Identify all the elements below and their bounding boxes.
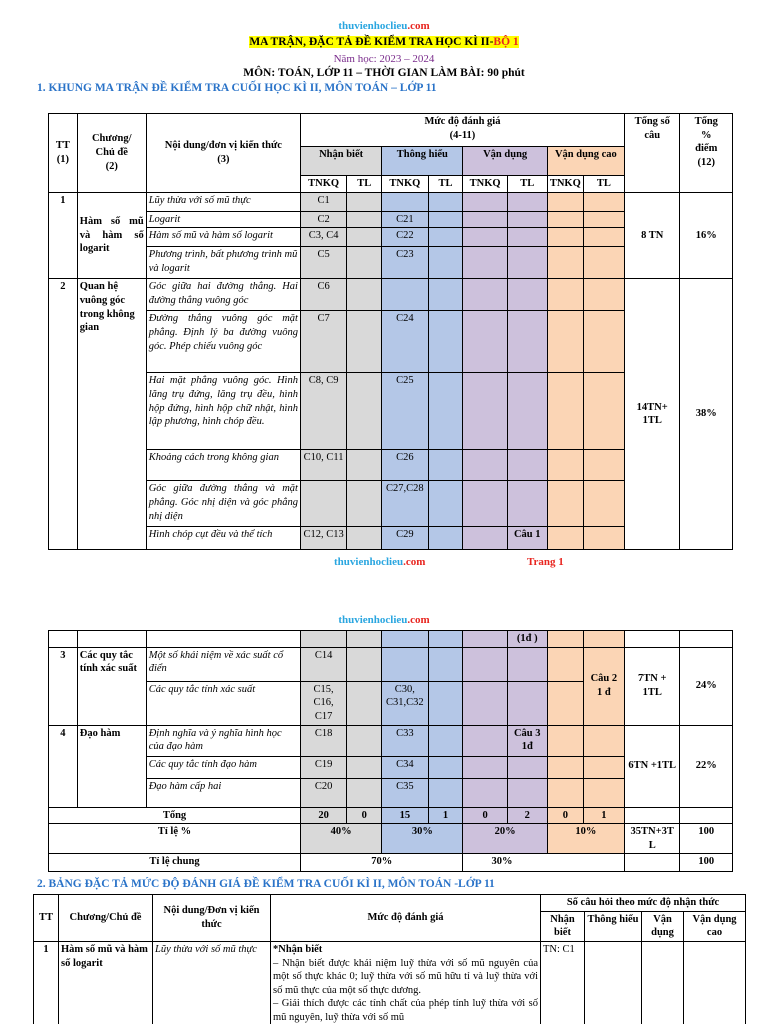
- th-tnkq-cell: C21: [382, 211, 428, 228]
- sub-tnkq: TNKQ: [382, 176, 428, 193]
- th-tnkq-cell: C34: [382, 756, 428, 778]
- th-tnkq-cell: C26: [382, 450, 428, 481]
- site-watermark-top: thuvienhoclieu.com: [338, 20, 430, 32]
- spec-head-nb: Nhận biết: [541, 911, 585, 941]
- sub-tl: TL: [428, 176, 463, 193]
- head-nhan-biet: Nhận biết: [300, 147, 381, 176]
- overall-ratio-total: 100: [680, 854, 733, 872]
- vdc-tl-cell: Câu 2 1 đ: [583, 647, 624, 725]
- nb-tnkq-cell: C14: [300, 647, 346, 681]
- chapter-name: Quan hệ vuông góc trong không gian: [77, 279, 146, 550]
- sub-tnkq: TNKQ: [547, 176, 583, 193]
- ratio-th: 30%: [382, 824, 463, 854]
- total-questions-cell: 6TN +1TL: [624, 725, 680, 807]
- content-cell: Góc giữa hai đường thẳng. Hai đường thẳng vuông góc: [146, 279, 300, 311]
- th-tnkq-cell: [382, 279, 428, 311]
- content-cell: Hình chóp cụt đều và thể tích: [146, 527, 300, 550]
- chapter-number: 3: [49, 647, 78, 725]
- content-cell: Một số khái niệm về xác suất cổ điển: [146, 647, 300, 681]
- total-th-tl: 1: [428, 807, 463, 824]
- th-tnkq-cell: C22: [382, 228, 428, 247]
- th-tnkq-cell: [382, 647, 428, 681]
- total-vdc-tl: 1: [583, 807, 624, 824]
- vd-tl-carry: (1đ ): [507, 631, 547, 648]
- nb-tnkq-cell: C15, C16, C17: [300, 681, 346, 725]
- head-thong-hieu: Thông hiểu: [382, 147, 463, 176]
- footer-watermark: thuvienhoclieu.com: [334, 556, 426, 568]
- head-van-dung-cao: Vận dụng cao: [547, 147, 624, 176]
- chapter-number: 2: [49, 279, 78, 550]
- content-cell: Các quy tắc tính xác suất: [146, 681, 300, 725]
- chapter-name: Các quy tắc tính xác suất: [77, 647, 146, 725]
- total-nb-tl: 0: [347, 807, 382, 824]
- content-cell: Phương trình, bất phương trình mũ và logarit: [146, 247, 300, 279]
- ratio-nb: 40%: [300, 824, 381, 854]
- overall-ratio-label: Tỉ lệ chung: [49, 854, 301, 872]
- sub-tnkq: TNKQ: [300, 176, 346, 193]
- spec-head-question-count: Số câu hỏi theo mức độ nhận thức: [541, 895, 746, 912]
- section-1-heading: 1. KHUNG MA TRẬN ĐỀ KIỂM TRA CUỐI HỌC KÌ II, MÔN TOÁN – LỚP 11: [37, 82, 437, 94]
- spec-head-vd: Vận dụng: [642, 911, 684, 941]
- total-questions-cell: 14TN+ 1TL: [624, 279, 680, 550]
- content-cell: Định nghĩa và ý nghĩa hình học của đạo hàm: [146, 725, 300, 756]
- vd-tl-cell: Câu 3 1đ: [507, 725, 547, 756]
- head-total-questions: Tổng số câu: [624, 114, 680, 193]
- spec-row-content: Lũy thừa với số mũ thực: [153, 941, 271, 1024]
- nb-tnkq-cell: [300, 481, 346, 527]
- content-cell: Hai mặt phẳng vuông góc. Hình lăng trụ đứng, lăng trụ đều, hình hộp đứng, hình hộp chữ nhật, hình lập phương, hình chóp đều.: [146, 373, 300, 450]
- nb-tnkq-cell: C2: [300, 211, 346, 228]
- nb-tnkq-cell: C19: [300, 756, 346, 778]
- spec-row-tt: 1: [34, 941, 59, 1024]
- overall-ratio-a: 70%: [300, 854, 463, 872]
- th-tnkq-cell: C35: [382, 778, 428, 807]
- total-row-label: Tổng: [49, 807, 301, 824]
- total-vd-tl: 2: [507, 807, 547, 824]
- matrix-table-page2: [48, 630, 733, 872]
- page-number: Trang 1: [527, 556, 564, 568]
- spec-table: [33, 894, 746, 1024]
- total-vdc-tnkq: 0: [547, 807, 583, 824]
- chapter-number: 4: [49, 725, 78, 807]
- total-th-tnkq: 15: [382, 807, 428, 824]
- nb-tnkq-cell: C6: [300, 279, 346, 311]
- ratio-row-label: Tỉ lệ %: [49, 824, 301, 854]
- total-questions-cell: 8 TN: [624, 192, 680, 279]
- nb-tnkq-cell: C20: [300, 778, 346, 807]
- content-cell: Các quy tắc tính đạo hàm: [146, 756, 300, 778]
- content-cell: Hàm số mũ và hàm số logarit: [146, 228, 300, 247]
- head-total-score: Tổng % điểm (12): [680, 114, 733, 193]
- content-cell: Khoảng cách trong không gian: [146, 450, 300, 481]
- matrix-table-page1: [48, 113, 733, 550]
- head-level: Mức độ đánh giá (4-11): [300, 114, 624, 147]
- th-tnkq-cell: C30, C31,C32: [382, 681, 428, 725]
- subject-line: MÔN: TOÁN, LỚP 11 – THỜI GIAN LÀM BÀI: 90 phút: [243, 67, 525, 79]
- section-2-heading: 2. BẢNG ĐẶC TẢ MỨC ĐỘ ĐÁNH GIÁ ĐỀ KIỂM TRA CUỐI KÌ II, MÔN TOÁN -LỚP 11: [37, 878, 495, 890]
- nb-tnkq-cell: C1: [300, 192, 346, 211]
- content-cell: Logarit: [146, 211, 300, 228]
- overall-ratio-b: 30%: [463, 854, 624, 872]
- school-year: Năm học: 2023 – 2024: [333, 53, 435, 65]
- total-vd-tnkq: 0: [463, 807, 507, 824]
- total-percent-cell: 16%: [680, 192, 733, 279]
- total-percent-cell: 24%: [680, 647, 733, 725]
- nb-tnkq-cell: C3, C4: [300, 228, 346, 247]
- th-tnkq-cell: C27,C28: [382, 481, 428, 527]
- spec-row-nb: TN: C1: [541, 941, 585, 1024]
- sub-tl: TL: [583, 176, 624, 193]
- total-questions-cell: 7TN + 1TL: [624, 647, 680, 725]
- nb-tnkq-cell: C5: [300, 247, 346, 279]
- head-content: Nội dung/đơn vị kiến thức (3): [146, 114, 300, 193]
- spec-desc-1: – Nhận biết được khái niệm luỹ thừa với số mũ nguyên của một số thực khác 0; luỹ thừa với số mũ hữu tỉ và luỹ thừa với số mũ thực của một số thực dương.: [273, 957, 538, 996]
- nb-tnkq-cell: C7: [300, 311, 346, 373]
- spec-row-description: [271, 941, 541, 1024]
- spec-desc-2: – Giải thích được các tính chất của phép tính luỹ thừa với số mũ nguyên, luỹ thừa với số mũ: [273, 998, 538, 1024]
- sub-tnkq: TNKQ: [463, 176, 507, 193]
- spec-row-chapter: Hàm số mũ và hàm số logarit: [59, 941, 153, 1024]
- nb-tnkq-cell: C10, C11: [300, 450, 346, 481]
- chapter-name: Hàm số mũ và hàm số logarit: [77, 192, 146, 279]
- total-nb-tnkq: 20: [300, 807, 346, 824]
- spec-head-level: Mức độ đánh giá: [271, 895, 541, 942]
- chapter-number: 1: [49, 192, 78, 279]
- ratio-total: 100: [680, 824, 733, 854]
- ratio-vdc: 10%: [547, 824, 624, 854]
- spec-head-vdc: Vận dụng cao: [684, 911, 746, 941]
- total-percent-cell: 38%: [680, 279, 733, 550]
- site-watermark-page2: thuvienhoclieu.com: [338, 614, 430, 626]
- head-van-dung: Vận dụng: [463, 147, 547, 176]
- vd-tl-cell: Câu 1: [507, 527, 547, 550]
- spec-head-content: Nội dung/Đơn vị kiến thức: [153, 895, 271, 942]
- nb-tnkq-cell: C18: [300, 725, 346, 756]
- ratio-vd: 20%: [463, 824, 547, 854]
- th-tnkq-cell: C29: [382, 527, 428, 550]
- ratio-total-questions: 35TN+3T L: [624, 824, 680, 854]
- spec-head-chapter: Chương/Chủ đề: [59, 895, 153, 942]
- sub-tl: TL: [507, 176, 547, 193]
- th-tnkq-cell: [382, 192, 428, 211]
- head-tt: TT (1): [49, 114, 78, 193]
- nb-tnkq-cell: C12, C13: [300, 527, 346, 550]
- sub-tl: TL: [347, 176, 382, 193]
- nb-tnkq-cell: C8, C9: [300, 373, 346, 450]
- head-chapter: Chương/ Chủ đề (2): [77, 114, 146, 193]
- chapter-name: Đạo hàm: [77, 725, 146, 807]
- content-cell: Lũy thừa với số mũ thực: [146, 192, 300, 211]
- th-tnkq-cell: C24: [382, 311, 428, 373]
- content-cell: Đường thẳng vuông góc mặt phẳng. Định lý ba đường vuông góc. Phép chiếu vuông góc: [146, 311, 300, 373]
- total-percent-cell: 22%: [680, 725, 733, 807]
- th-tnkq-cell: C23: [382, 247, 428, 279]
- content-cell: Đạo hàm cấp hai: [146, 778, 300, 807]
- spec-level-label: *Nhận biết: [273, 943, 323, 955]
- spec-head-tt: TT: [34, 895, 59, 942]
- th-tnkq-cell: C33: [382, 725, 428, 756]
- th-tnkq-cell: C25: [382, 373, 428, 450]
- content-cell: Góc giữa đường thẳng và mặt phẳng. Góc nhị diện và góc phẳng nhị diện: [146, 481, 300, 527]
- document-title: MA TRẬN, ĐẶC TẢ ĐỀ KIỂM TRA HỌC KÌ II-BỘ 1: [249, 36, 519, 48]
- spec-head-th: Thông hiểu: [585, 911, 642, 941]
